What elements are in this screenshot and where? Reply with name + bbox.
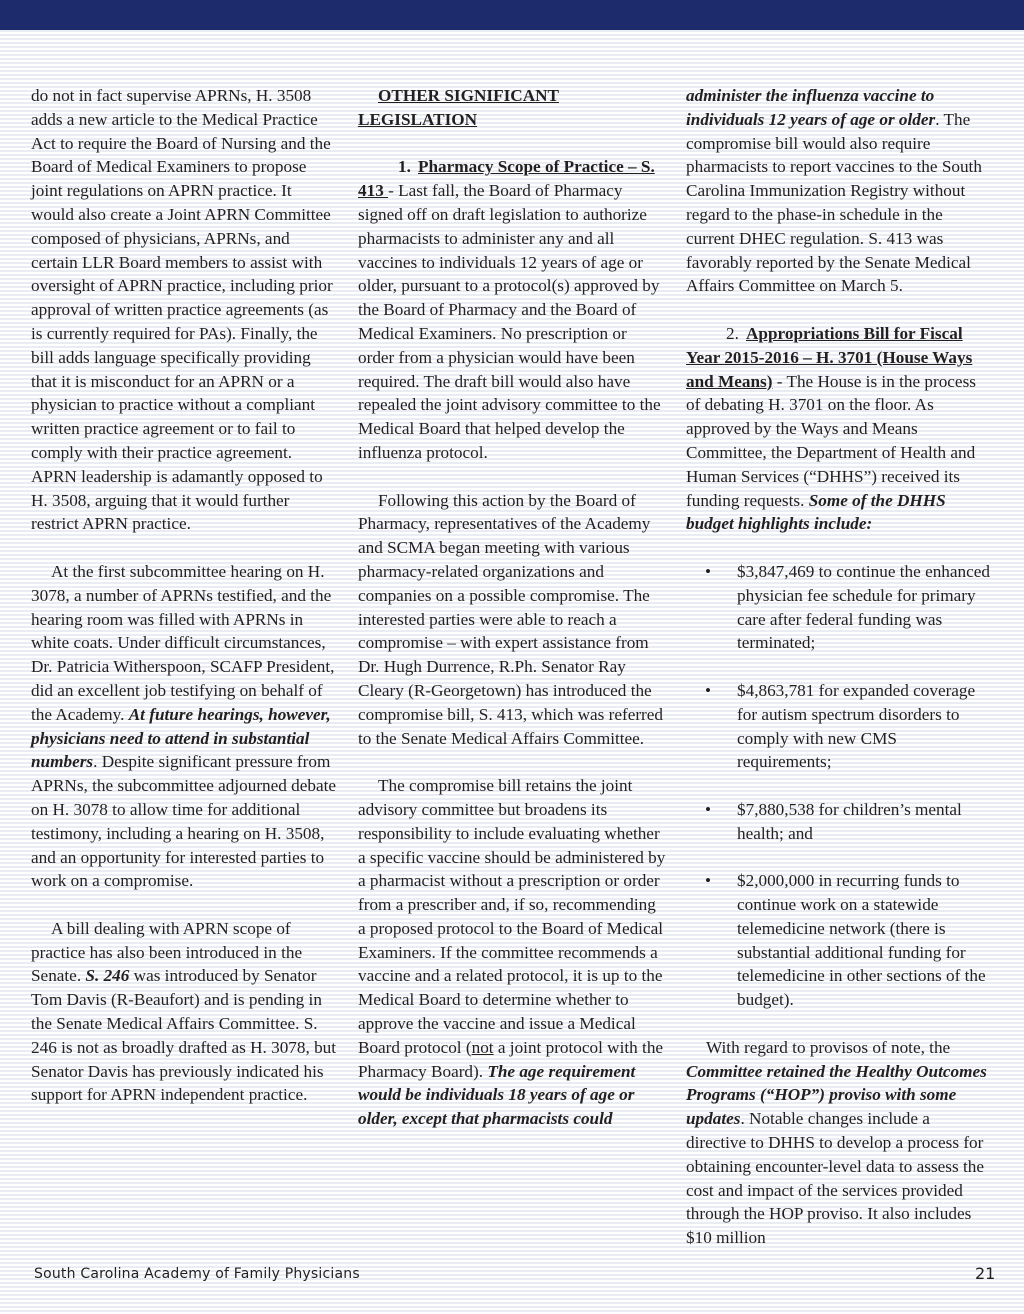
text-run: was introduced by Senator Tom Davis (R-Beaufort) and is pending in the Senate Medical Affairs Committee. S. 246 is not as broadly drafted as H. 3078, but Senator Davis has previously indicated his support for APRN independent practice. <box>31 966 337 1105</box>
paragraph <box>358 774 667 1131</box>
text-run: A bill dealing with APRN scope of practice has also been introduced in the Senate. <box>31 918 303 986</box>
list-item-appropriations <box>686 322 992 536</box>
text-run: a joint protocol with the Pharmacy Board). <box>358 1037 664 1081</box>
top-banner-bar <box>0 0 1024 30</box>
paragraph <box>686 1036 992 1250</box>
column-right <box>686 84 992 1250</box>
paragraph <box>31 560 337 893</box>
emphasis-text: administer the influenza vaccine to individuals 12 years of age or older <box>686 86 936 129</box>
underlined-word: not <box>471 1037 494 1057</box>
paragraph <box>686 84 992 298</box>
emphasis-text: At future hearings, however, physicians need to attend in substantial numbers <box>31 704 331 772</box>
text-run: The compromise bill retains the joint advisory committee but broadens its responsibility to include evaluating whether a specific vaccine should be administered by a pharmacist without a prescription or order from a prescriber and, if so, recommending a proposed protocol to the Board of Medical Examiners. If the committee recommends a vaccine and a related protocol, it is up to the Medical Board to determine whether to approve the vaccine and issue a Medical Board protocol ( <box>358 776 666 1057</box>
text-run: . Notable changes include a directive to DHHS to develop a process for obtaining encounter-level data to assess the cost and impact of the services provided through the HOP proviso. It also includes $10 million <box>686 1109 984 1248</box>
text-run: At the first subcommittee hearing on H. 3078, a number of APRNs testified, and the hearing room was filled with APRNs in white coats. Under difficult circumstances, Dr. Patricia Witherspoon, SCAFP President, did an excellent job testifying on behalf of the Academy. <box>31 561 335 724</box>
emphasis-text: Some of the DHHS budget highlights include: <box>686 490 946 534</box>
list-item: • $7,880,538 for children’s mental health; and <box>686 798 992 846</box>
text-run: - Last fall, the Board of Pharmacy signed off on draft legislation to authorize pharmacists to administer any and all vaccines to individuals 12 years of age or older, pursuant to a protocol(s) approved by the Board of Pharmacy and the Board of Medical Examiners. No prescription or order from a physician would have been required. The draft bill would also have repealed the joint advisory committee to the Medical Board that helped develop the influenza protocol. <box>358 181 661 462</box>
section-heading-text: OTHER SIGNIFICANT LEGISLATION <box>358 86 559 129</box>
paragraph: Following this action by the Board of Pharmacy, representatives of the Academy and SCMA began meeting with various pharmacy-related organizations and companies on a possible compromise. The interested parties were able to reach a compromise – with expert assistance from Dr. Hugh Durrence, R.Ph. Senator Ray Cleary (R-Georgetown) has introduced the compromise bill, S. 413, which was referred to the Senate Medical Affairs Committee. <box>358 490 664 748</box>
item-title: Appropriations Bill for Fiscal Year 2015-2016 – H. 3701 (House Ways and Means) <box>686 323 973 391</box>
list-item: • $3,847,469 to continue the enhanced physician fee schedule for primary care after federal funding was terminated; <box>686 560 992 655</box>
emphasis-text: Committee retained the Healthy Outcomes Programs (“HOP”) proviso with some updates <box>686 1061 987 1129</box>
section-heading <box>358 84 667 132</box>
item-number: 1. <box>398 157 411 177</box>
column-left <box>31 84 337 1107</box>
paragraph <box>31 917 337 1107</box>
footer-organization: South Carolina Academy of Family Physicians <box>34 1266 360 1282</box>
page-number: 21 <box>975 1264 996 1283</box>
bill-reference: S. 246 <box>85 966 130 986</box>
text-run: With regard to provisos of note, the <box>706 1037 951 1057</box>
paragraph: do not in fact supervise APRNs, H. 3508 adds a new article to the Medical Practice Act to require the Board of Nursing and the Board of Medical Examiners to propose joint regulations on APRN practice. It would also create a Joint APRN Committee composed of physicians, APRNs, and certain LLR Board members to assist with oversight of APRN practice, including prior approval of written practice agreements (as is currently required for PAs). Finally, the bill adds language specifically providing that it is misconduct for an APRN or a physician to practice without a compliant written practice agreement or to fail to comply with their practice agreement. APRN leadership is adamantly opposed to H. 3508, arguing that it would further restrict APRN practice. <box>31 86 333 534</box>
item-title: Pharmacy Scope of Practice – S. 413 <box>358 157 655 201</box>
emphasis-text: The age requirement would be individuals 18 years of age or older, except that pharmacists could <box>358 1061 636 1129</box>
text-run: . The compromise bill would also require pharmacists to report vaccines to the South Carolina Immunization Registry without regard to the phase-in schedule in the current DHEC regulation. S. 413 was favorably reported by the Senate Medical Affairs Committee on March 5. <box>686 109 982 296</box>
item-number: 2. <box>726 323 739 343</box>
list-item-pharmacy <box>358 155 667 464</box>
list-item: • $2,000,000 in recurring funds to continue work on a statewide telemedicine network (there is substantial additional funding for telemedicine in other sections of the budget). <box>686 869 992 1012</box>
text-run: - The House is in the process of debating H. 3701 on the floor. As approved by the Ways and Means Committee, the Department of Health and Human Services (“DHHS”) received its funding requests. <box>686 371 976 510</box>
budget-highlights-list <box>686 560 992 1012</box>
list-item: • $4,863,781 for expanded coverage for autism spectrum disorders to comply with new CMS requirements; <box>686 679 992 774</box>
text-run: . Despite significant pressure from APRNs, the subcommittee adjourned debate on H. 3078 to allow time for additional testimony, including a hearing on H. 3508, and an opportunity for interested parties to work on a compromise. <box>31 752 337 891</box>
column-middle <box>358 84 667 1131</box>
